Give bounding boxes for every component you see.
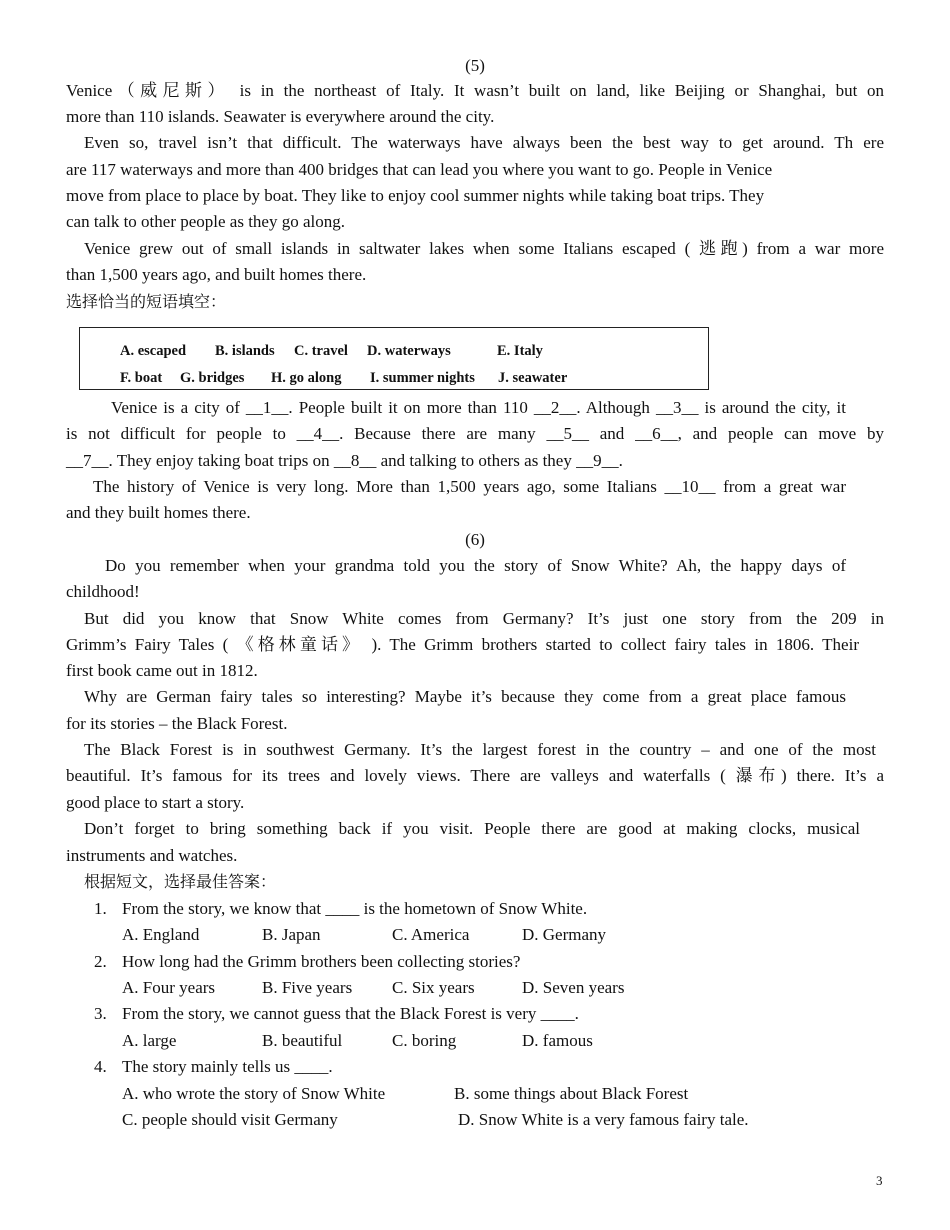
question-3-choice-d: D. famous [522, 1031, 593, 1050]
question-2-choice-d: D. Seven years [522, 978, 625, 997]
passage-5-line-6: can talk to other people as they go along. [66, 212, 345, 231]
question-4-text: The story mainly tells us ____. [122, 1057, 333, 1076]
section-6-number: (6) [465, 530, 485, 549]
passage-6-line-12: instruments and watches. [66, 846, 238, 865]
question-4-choice-b: B. some things about Black Forest [454, 1084, 689, 1103]
passage-5-line-8: than 1,500 years ago, and built homes there. [66, 265, 367, 284]
option-d: D. waterways [367, 343, 451, 359]
question-1-choice-d: D. Germany [522, 925, 607, 944]
question-3-number: 3. [94, 1004, 107, 1023]
option-h: H. go along [271, 370, 342, 386]
passage-6-line-7: for its stories – the Black Forest. [66, 714, 288, 733]
passage-6-line-9: beautiful. It’s famous for its trees and lovely views. There are valleys and waterfalls ( 瀑布) there. It’s a [66, 766, 884, 785]
question-2-choice-b: B. Five years [262, 978, 353, 997]
passage-6-line-2: childhood! [66, 582, 140, 601]
section-5-number: (5) [465, 56, 485, 75]
option-j: J. seawater [498, 370, 568, 386]
question-1-number: 1. [94, 899, 107, 918]
passage-5-line-4: are 117 waterways and more than 400 bridges that can lead you where you want to go. People in Venice [66, 160, 773, 179]
passage-6-line-3: But did you know that Snow White comes from Germany? It’s just one story from the 209 in [84, 609, 884, 628]
question-4-choice-c: C. people should visit Germany [122, 1110, 338, 1129]
question-3-choice-c: C. boring [392, 1031, 457, 1050]
question-3-choice-a: A. large [122, 1031, 177, 1050]
option-g: G. bridges [180, 370, 245, 386]
page-number: 3 [876, 1173, 883, 1188]
passage-6-line-1: Do you remember when your grandma told you the story of Snow White? Ah, the happy days of [105, 556, 846, 575]
question-3-choice-b: B. beautiful [262, 1031, 343, 1050]
passage-6-line-4: Grimm’s Fairy Tales ( 《格林童话》 ). The Grimm brothers started to collect fairy tales in 1806. Their [66, 635, 859, 654]
summary-line-2: is not difficult for people to __4__. Because there are many __5__ and __6__, and people can move by [66, 424, 884, 443]
summary-line-5: and they built homes there. [66, 503, 251, 522]
option-a: A. escaped [120, 343, 187, 359]
passage-5-line-5: move from place to place by boat. They like to enjoy cool summer nights while taking boat trips. They [66, 186, 765, 205]
section-5-instruction: 选择恰当的短语填空： [66, 292, 227, 311]
question-2-text: How long had the Grimm brothers been collecting stories? [122, 952, 521, 971]
question-3-text: From the story, we cannot guess that the Black Forest is very ____. [122, 1004, 579, 1023]
option-c: C. travel [294, 343, 348, 359]
section-6-instruction: 根据短文，选择最佳答案： [84, 872, 277, 891]
passage-6-line-10: good place to start a story. [66, 793, 245, 812]
question-2-number: 2. [94, 952, 107, 971]
question-1-choice-a: A. England [122, 925, 200, 944]
passage-5-line-2: more than 110 islands. Seawater is everywhere around the city. [66, 107, 495, 126]
question-4-number: 4. [94, 1057, 107, 1076]
passage-6-line-11: Don’t forget to bring something back if you visit. People there are good at making clocks, musical [84, 819, 860, 838]
question-1-choice-c: C. America [392, 925, 470, 944]
summary-line-1: Venice is a city of __1__. People built it on more than 110 __2__. Although __3__ is around the city, it [111, 398, 846, 417]
question-2-choice-a: A. Four years [122, 978, 216, 997]
summary-line-4: The history of Venice is very long. More than 1,500 years ago, some Italians __10__ from a great war [93, 477, 846, 496]
option-e: E. Italy [497, 343, 543, 359]
question-1-text: From the story, we know that ____ is the hometown of Snow White. [122, 899, 588, 918]
question-1-choice-b: B. Japan [262, 925, 321, 944]
option-f: F. boat [120, 370, 163, 386]
word-bank-box [79, 327, 709, 390]
passage-6-line-8: The Black Forest is in southwest Germany. It’s the largest forest in the country – and one of the most [84, 740, 876, 759]
passage-6-line-6: Why are German fairy tales so interesting? Maybe it’s because they come from a great place famous [84, 687, 846, 706]
passage-5-line-3: Even so, travel isn’t that difficult. The waterways have always been the best way to get around. Th ere [84, 133, 884, 152]
passage-5-line-7: Venice grew out of small islands in saltwater lakes when some Italians escaped ( 逃跑) from a war more [84, 239, 884, 258]
option-b: B. islands [215, 343, 275, 359]
question-2-choice-c: C. Six years [392, 978, 475, 997]
passage-6-line-5: first book came out in 1812. [66, 661, 258, 680]
passage-5-line-1: Venice（威尼斯） is in the northeast of Italy. It wasn’t built on land, like Beijing or Shanghai, but on [66, 81, 884, 100]
question-4-choice-d: D. Snow White is a very famous fairy tale. [458, 1110, 749, 1129]
option-i: I. summer nights [370, 370, 475, 386]
summary-line-3: __7__. They enjoy taking boat trips on __8__ and talking to others as they __9__. [66, 451, 623, 470]
question-4-choice-a: A. who wrote the story of Snow White [122, 1084, 386, 1103]
